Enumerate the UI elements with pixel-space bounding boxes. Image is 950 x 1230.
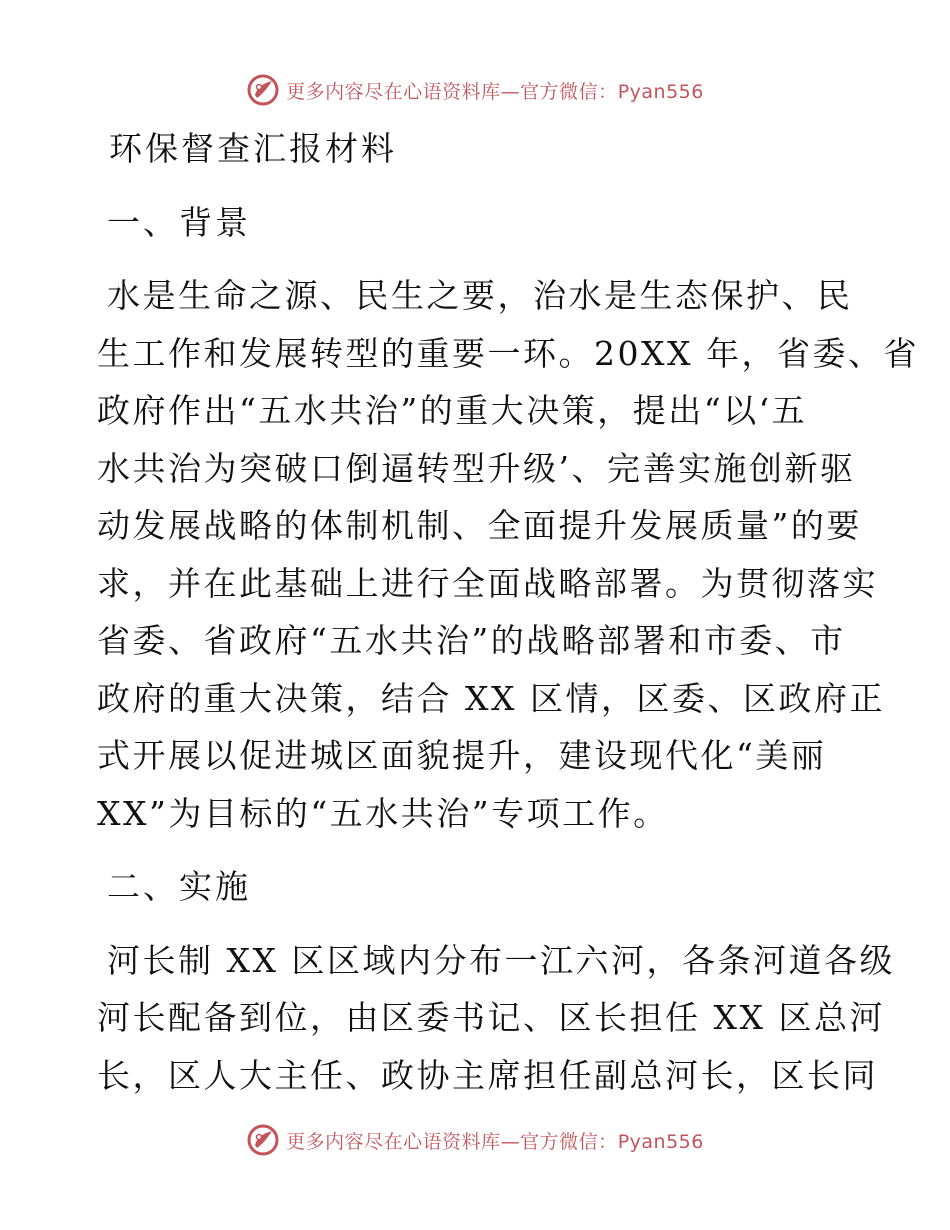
watermark-site-name: 更多内容尽在心语资料库 — [286, 80, 501, 103]
section-paragraph-implementation — [97, 932, 895, 1105]
paragraph-line: 动发展战略的体制机制、全面提升发展质量”的要 — [97, 506, 862, 545]
document-title: 环保督查汇报材料 — [109, 129, 397, 168]
spacer — [97, 916, 857, 932]
watermark-suffix: 官方微信： — [520, 80, 618, 103]
spacer — [97, 842, 857, 858]
footer-watermark — [0, 1120, 950, 1160]
paragraph-line: 生工作和发展转型的重要一环。20XX 年，省委、省 — [97, 333, 919, 373]
spacer — [97, 251, 857, 267]
paragraph-line: 政府的重大决策，结合 XX 区情，区委、区政府正 — [97, 678, 885, 718]
paragraph-line: 河长制 XX 区区域内分布一江六河，各条河道各级 — [107, 940, 895, 980]
paragraph-line: 式开展以促进城区面貌提升，建设现代化“美丽 — [97, 736, 827, 775]
paragraph-line: 水是生命之源、民生之要，治水是生态保护、民 — [107, 276, 853, 315]
document-body — [97, 120, 919, 1104]
section-heading-implementation: 二、实施 — [107, 867, 251, 906]
watermark-text — [286, 1127, 704, 1154]
watermark-site-name: 更多内容尽在心语资料库 — [286, 1130, 501, 1153]
paragraph-line: 求，并在此基础上进行全面战略部署。为贯彻落实 — [97, 563, 878, 603]
paragraph-line: 政府作出“五水共治”的重大决策，提出“以‘五 — [97, 391, 808, 430]
spacer — [97, 178, 857, 194]
paragraph-line: 河长配备到位，由区委书记、区长担任 XX 区总河 — [97, 998, 885, 1037]
paragraph-line: 水共治为突破口倒逼转型升级’、完善实施创新驱 — [97, 448, 856, 488]
watermark-text — [286, 77, 704, 104]
paragraph-line: 省委、省政府“五水共治”的战略部署和市委、市 — [97, 621, 846, 660]
watermark-wechat-id: Pyan556 — [617, 1130, 704, 1153]
header-watermark — [0, 70, 950, 110]
watermark-separator: — — [500, 80, 521, 103]
section-paragraph-background — [97, 267, 919, 842]
section-heading-background: 一、背景 — [107, 202, 251, 242]
watermark-suffix: 官方微信： — [520, 1130, 618, 1153]
watermark-logo-icon — [246, 1123, 280, 1157]
watermark-wechat-id: Pyan556 — [617, 80, 704, 103]
watermark-logo-icon — [246, 73, 280, 107]
paragraph-line: 长，区人大主任、政协主席担任副总河长，区长同 — [97, 1055, 878, 1095]
paragraph-line: XX”为目标的“五水共治”专项工作。 — [97, 793, 669, 833]
watermark-separator: — — [500, 1130, 521, 1153]
